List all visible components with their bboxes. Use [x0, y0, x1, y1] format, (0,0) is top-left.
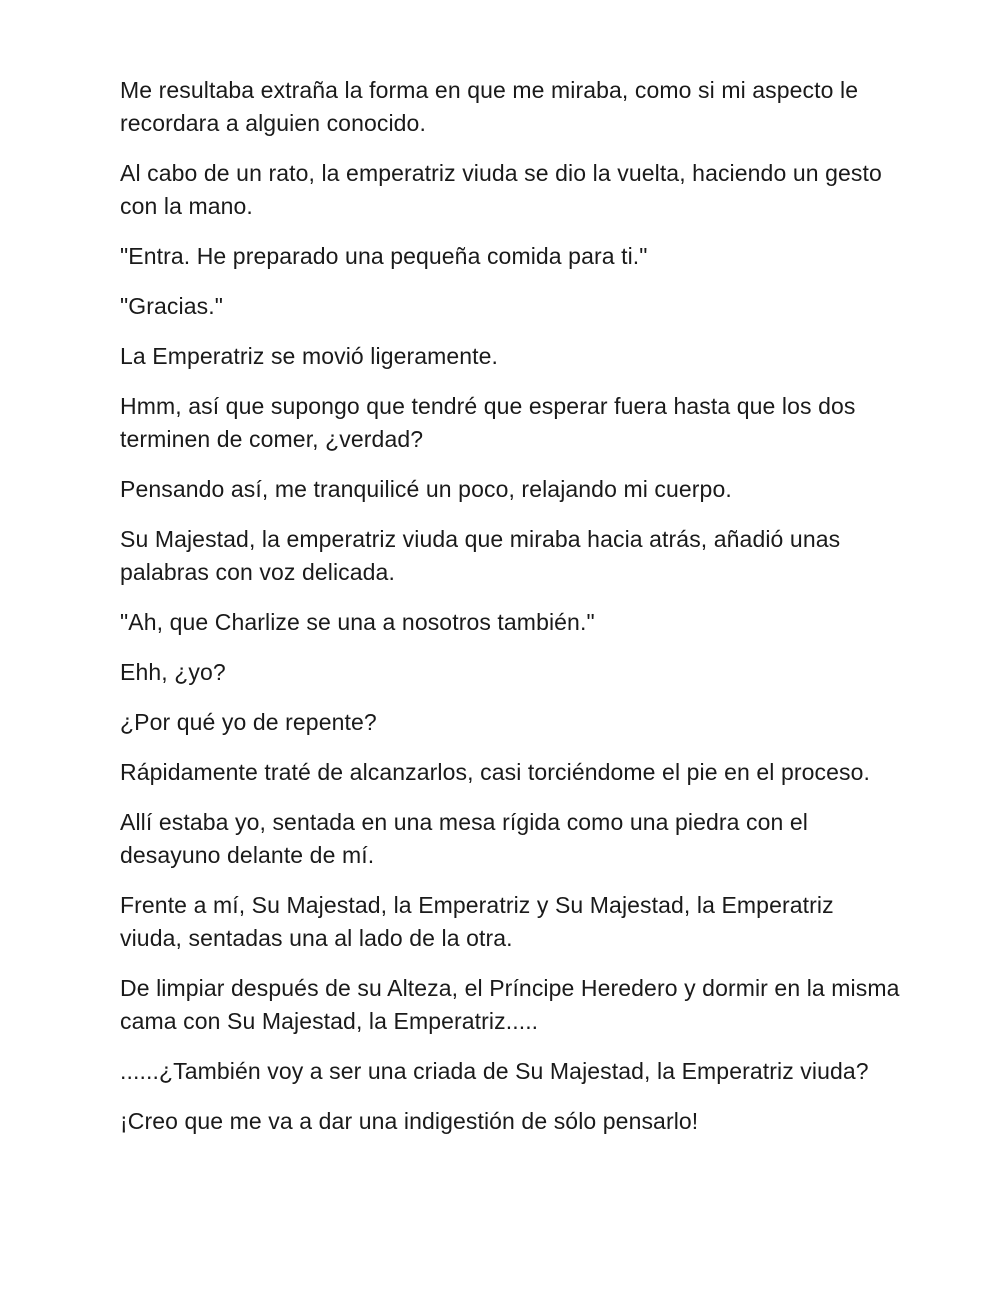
- paragraph-4: "Gracias.": [120, 293, 223, 319]
- paragraph-14: Frente a mí, Su Majestad, la Emperatriz y Su Majestad, la Emperatriz viuda, sentadas una al lado de la otra.: [120, 892, 834, 951]
- paragraph-12: Rápidamente traté de alcanzarlos, casi torciéndome el pie en el proceso.: [120, 759, 871, 785]
- paragraph-1: Me resultaba extraña la forma en que me miraba, como si mi aspecto le recordara a alguien conocido.: [120, 77, 859, 136]
- paragraph-11: ¿Por qué yo de repente?: [120, 709, 377, 735]
- paragraph-10: Ehh, ¿yo?: [120, 659, 226, 685]
- paragraph-7: Pensando así, me tranquilicé un poco, relajando mi cuerpo.: [120, 476, 732, 502]
- paragraph-15: De limpiar después de su Alteza, el Príncipe Heredero y dormir en la misma cama con Su Majestad, la Emperatriz.....: [120, 975, 900, 1034]
- paragraph-6: Hmm, así que supongo que tendré que esperar fuera hasta que los dos terminen de comer, ¿verdad?: [120, 393, 856, 452]
- paragraph-17: ¡Creo que me va a dar una indigestión de sólo pensarlo!: [120, 1108, 699, 1134]
- paragraph-16: ......¿También voy a ser una criada de Su Majestad, la Emperatriz viuda?: [120, 1058, 869, 1084]
- paragraph-9: "Ah, que Charlize se una a nosotros también.": [120, 609, 595, 635]
- paragraph-3: "Entra. He preparado una pequeña comida para ti.": [120, 243, 648, 269]
- paragraph-5: La Emperatriz se movió ligeramente.: [120, 343, 499, 369]
- paragraph-13: Allí estaba yo, sentada en una mesa rígida como una piedra con el desayuno delante de mí.: [120, 809, 808, 868]
- paragraph-8: Su Majestad, la emperatriz viuda que miraba hacia atrás, añadió unas palabras con voz delicada.: [120, 526, 841, 585]
- paragraph-2: Al cabo de un rato, la emperatriz viuda se dio la vuelta, haciendo un gesto con la mano.: [120, 160, 882, 219]
